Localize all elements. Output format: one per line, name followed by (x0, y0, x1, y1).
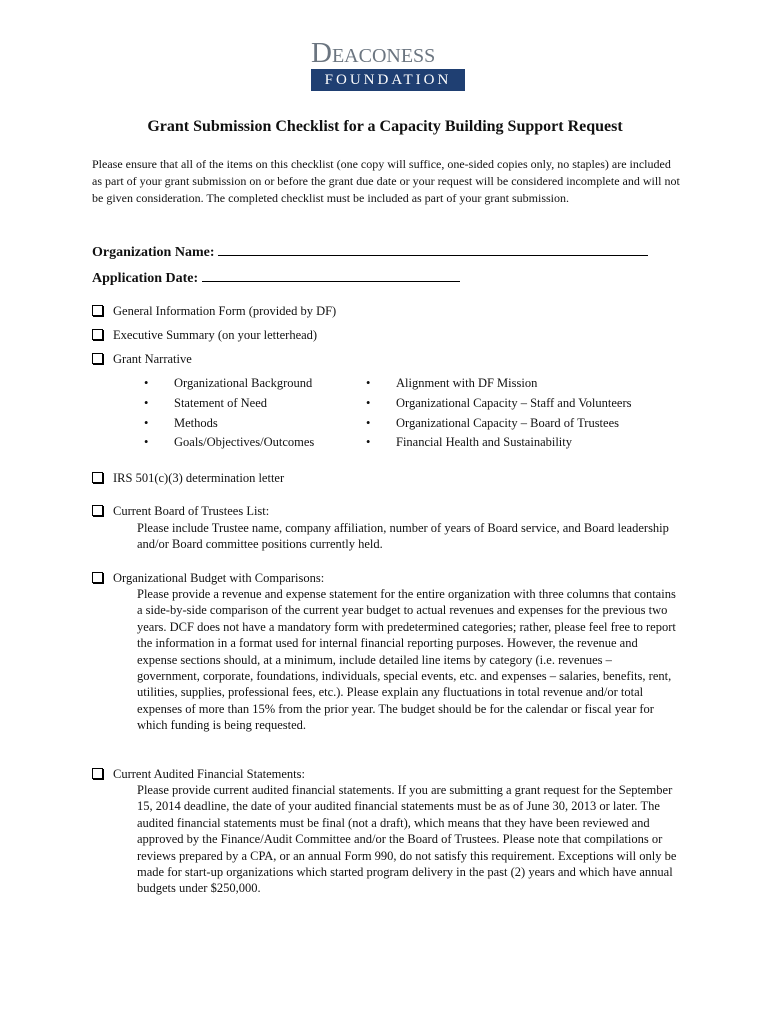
checklist-label: Organizational Budget with Comparisons: (113, 571, 325, 585)
bullet-icon: • (366, 435, 371, 450)
checkbox-icon[interactable] (92, 505, 103, 516)
checkbox-icon[interactable] (92, 329, 103, 340)
list-item: • Organizational Capacity – Board of Trustees (366, 414, 631, 434)
checkbox-icon[interactable] (92, 305, 103, 316)
list-item: • Goals/Objectives/Outcomes (144, 433, 314, 453)
bullet-icon: • (144, 435, 149, 450)
bullet-icon: • (366, 395, 371, 410)
checkbox-icon[interactable] (92, 353, 103, 364)
list-item: • Financial Health and Sustainability (366, 433, 631, 453)
organization-name-line[interactable] (218, 241, 648, 256)
bullet-icon: • (144, 376, 149, 390)
checklist-item-general-info[interactable] (92, 303, 336, 319)
audit-detail: Please provide current audited financial statements. If you are submitting a grant request for the September 15, 2014 deadline, the date of your audited financial statements must be as of June 30, 2013 or later. The audited financial statements must be final (not a draft), which means that they have been reviewed and approved by the Finance/Audit Committee and/or the Board of Trustees. Please note that compilations or reviews prepared by a CPA, or an annual Form 990, do not satisfy this requirement. Exceptions will only be made for start-up organizations which started program delivery in the past (2) years and which have annual budgets under $250,000. (137, 783, 677, 896)
logo-banner: FOUNDATION (311, 69, 465, 91)
application-date-field[interactable] (92, 267, 460, 287)
checklist-item-grant-narrative[interactable] (92, 351, 192, 367)
board-list-detail: Please include Trustee name, company affiliation, number of years of Board service, and Board leadership and/or Board committee positions currently held. (137, 521, 669, 552)
checklist-item-irs-letter[interactable] (92, 470, 284, 486)
checklist-label: Current Audited Financial Statements: (113, 767, 305, 781)
application-date-line[interactable] (202, 267, 460, 282)
checklist-item-budget[interactable] (92, 570, 324, 586)
organization-name-label: Organization Name: (92, 245, 215, 260)
list-item: • Organizational Capacity – Staff and Volunteers (366, 394, 631, 414)
checklist-label: Grant Narrative (113, 352, 192, 366)
narrative-list-right (366, 374, 631, 453)
bullet-icon: • (144, 415, 149, 430)
checkbox-icon[interactable] (92, 768, 103, 779)
checklist-label: Current Board of Trustees List: (113, 504, 270, 518)
bullet-icon: • (144, 395, 149, 410)
checklist-label: General Information Form (provided by DF) (113, 304, 337, 318)
list-item: • Organizational Background (144, 374, 314, 394)
application-date-label: Application Date: (92, 271, 199, 286)
checklist-label: IRS 501(c)(3) determination letter (113, 471, 285, 485)
bullet-icon: • (366, 415, 371, 430)
organization-name-field[interactable] (92, 241, 648, 261)
page-title: Grant Submission Checklist for a Capacity Building Support Request (147, 118, 623, 135)
logo-wordmark: Deaconess (311, 37, 436, 69)
list-item: • Statement of Need (144, 394, 314, 414)
checklist-item-executive-summary[interactable] (92, 327, 317, 343)
list-item: • Alignment with DF Mission (366, 374, 631, 394)
checkbox-icon[interactable] (92, 572, 103, 583)
intro-paragraph: Please ensure that all of the items on this checklist (one copy will suffice, one-sided copies only, no staples) are included as part of your grant submission on or before the grant due date or your request will be considered incomplete and will not be given consideration. The completed checklist must be included as part of your grant submission. (92, 157, 680, 205)
narrative-list-left (144, 374, 314, 453)
list-item: • Methods (144, 414, 314, 434)
checklist-label: Executive Summary (on your letterhead) (113, 328, 318, 342)
deaconess-foundation-logo (311, 38, 465, 91)
checkbox-icon[interactable] (92, 472, 103, 483)
budget-detail: Please provide a revenue and expense statement for the entire organization with three columns that contains a side-by-side comparison of the current year budget to actual revenues and expenses for the previous two years. DCF does not have a mandatory form with predetermined categories; rather, please feel free to report the information in a format used for internal financial reporting purposes. However, the revenue and expense sections should, at a minimum, include detailed line items by category (i.e. revenues – government, corporate, foundations, individuals, special events, etc. and expenses – salaries, benefits, rent, utilities, supplies, professional fees, etc.). Please explain any fluctuations in total revenue and/or total expenses of more than 15% from the prior year. The budget should be for the calendar or fiscal year for which funding is being requested. (137, 587, 676, 733)
checklist-item-board-list[interactable] (92, 503, 269, 519)
checklist-item-audited-statements[interactable] (92, 766, 305, 782)
bullet-icon: • (366, 376, 371, 390)
